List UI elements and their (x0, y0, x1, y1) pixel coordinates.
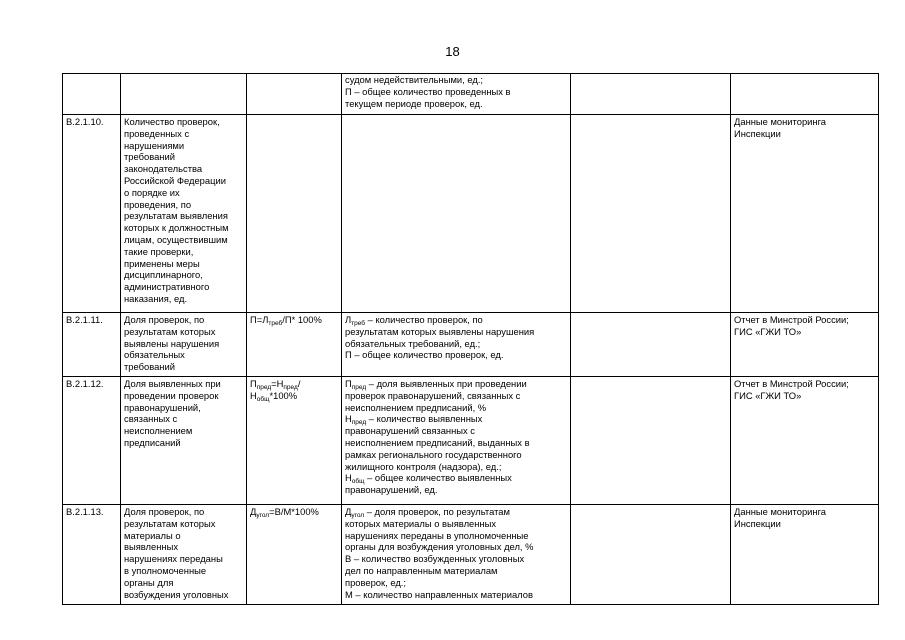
name-line: применены меры (124, 257, 200, 269)
description-cell (342, 377, 571, 505)
description-line: которых материалы о выявленных (345, 517, 497, 529)
name-line: такие проверки, (124, 245, 194, 257)
description-line: П – общее количество проверок, ед. (345, 349, 504, 361)
name-cell (121, 74, 247, 115)
code-cell (63, 74, 121, 115)
name-line: правонарушений, (124, 401, 201, 413)
description-line: $Л_{треб}$ – количество проверок, по (345, 314, 483, 327)
name-line: выявлены нарушения (124, 337, 220, 349)
name-line: результатам которых (124, 517, 216, 529)
description-line: органы для возбуждения уголовных дел, % (345, 541, 534, 553)
description-cell (342, 115, 571, 313)
name-line: Доля проверок, по (124, 314, 205, 325)
name-line: Доля проверок, по (124, 506, 205, 517)
code-cell: В.2.1.11. (63, 313, 121, 377)
name-line: органы для (124, 576, 174, 588)
formula-cell (247, 505, 342, 605)
name-line: материалы о (124, 529, 181, 541)
name-line: Количество проверок, (124, 116, 220, 127)
extra-cell (571, 313, 731, 377)
name-line: требований (124, 361, 175, 373)
name-cell (121, 115, 247, 313)
source-cell (731, 377, 879, 505)
name-line: законодательства (124, 163, 203, 175)
formula-text: $Н_{общ}*100\%$ (250, 389, 298, 403)
name-line: нарушениями (124, 139, 185, 151)
formula-text: $П=Л_{треб}/П*$ 100% (250, 314, 322, 327)
description-line: судом недействительными, ед.; (345, 74, 484, 85)
description-cell (342, 505, 571, 605)
source-line: Данные мониторинга (734, 116, 827, 127)
description-cell (342, 74, 571, 115)
description-line: проверок правонарушений, связанных с (345, 389, 521, 401)
description-line: $Н_{общ}$ – общее количество выявленных (345, 472, 512, 486)
name-line: которых к должностным (124, 222, 229, 234)
name-cell (121, 505, 247, 605)
source-line: Отчет в Минстрой России; (734, 378, 849, 389)
description-line: правонарушений, ед. (345, 484, 438, 496)
name-line: требований (124, 151, 175, 163)
description-line: правонарушений связанных с (345, 425, 475, 437)
name-line: Российской Федерации (124, 174, 226, 186)
name-line: неисполнением (124, 425, 193, 437)
name-line: в уполномоченные (124, 564, 207, 576)
source-line: ГИС «ГЖИ ТО» (734, 325, 802, 337)
extra-cell (571, 115, 731, 313)
source-cell (731, 505, 879, 605)
table-row (63, 505, 879, 605)
name-line: результатам выявления (124, 210, 228, 222)
formula-cell (247, 377, 342, 505)
table-row (63, 313, 879, 377)
table-row (63, 115, 879, 313)
name-line: о порядке их (124, 186, 180, 198)
name-line: наказания, ед. (124, 292, 188, 304)
name-line: результатам которых (124, 325, 216, 337)
description-line: рамках регионального государственного (345, 448, 522, 460)
name-line: Доля выявленных при (124, 378, 221, 389)
name-line: предписаний (124, 436, 181, 448)
indicators-table (62, 73, 879, 605)
description-line: М – количество направленных материалов (345, 588, 533, 600)
source-line: Инспекции (734, 517, 781, 529)
name-line: проведении проверок (124, 389, 219, 401)
formula-cell (247, 74, 342, 115)
name-line: выявленных (124, 541, 179, 553)
formula-text: $Д_{угол}=В/М*100\%$ (250, 506, 319, 519)
extra-cell (571, 74, 731, 115)
name-line: обязательных (124, 349, 185, 361)
table-row (63, 377, 879, 505)
source-line: Инспекции (734, 127, 781, 139)
source-line: Данные мониторинга (734, 506, 827, 517)
page-number: 18 (445, 44, 460, 59)
description-line: результатам которых выявлены нарушения (345, 325, 535, 337)
code-cell: В.2.1.12. (63, 377, 121, 505)
extra-cell (571, 505, 731, 605)
name-line: возбуждения уголовных (124, 588, 229, 600)
source-line: ГИС «ГЖИ ТО» (734, 389, 802, 401)
name-line: связанных с (124, 413, 178, 425)
description-line: дел по направленным материалам (345, 564, 498, 576)
name-line: лицам, осуществившим (124, 233, 228, 245)
description-line: обязательных требований, ед.; (345, 337, 481, 349)
description-line: жилищного контроля (надзора), ед.; (345, 460, 502, 472)
description-line: В – количество возбужденных уголовных (345, 553, 525, 565)
description-line: $Д_{угол}$ – доля проверок, по результатам (345, 506, 510, 519)
source-cell (731, 115, 879, 313)
description-line: текущем периоде проверок, ед. (345, 97, 483, 109)
description-line: неисполнением предписаний, выданных в (345, 436, 530, 448)
name-line: проведенных с (124, 127, 190, 139)
name-cell (121, 313, 247, 377)
table-row (63, 74, 879, 115)
description-line: нарушениях переданы в уполномоченные (345, 529, 529, 541)
description-line: $П_{пред}$ – доля выявленных при проведении (345, 378, 527, 391)
formula-text: $П_{пред}=Н_{пред}/$ (250, 378, 301, 391)
formula-cell (247, 313, 342, 377)
description-line: П – общее количество проведенных в (345, 85, 511, 97)
name-line: проведения, по (124, 198, 192, 210)
description-line: проверок, ед.; (345, 576, 407, 588)
source-line: Отчет в Минстрой России; (734, 314, 849, 325)
description-cell (342, 313, 571, 377)
source-cell (731, 74, 879, 115)
name-line: нарушениях переданы (124, 553, 223, 565)
description-line: $Н_{пред}$ – количество выявленных (345, 413, 483, 427)
formula-cell (247, 115, 342, 313)
name-line: административного (124, 281, 210, 293)
code-cell: В.2.1.10. (63, 115, 121, 313)
extra-cell (571, 377, 731, 505)
source-cell (731, 313, 879, 377)
description-line: неисполнением предписаний, % (345, 401, 487, 413)
name-cell (121, 377, 247, 505)
code-cell: В.2.1.13. (63, 505, 121, 605)
name-line: дисциплинарного, (124, 269, 203, 281)
